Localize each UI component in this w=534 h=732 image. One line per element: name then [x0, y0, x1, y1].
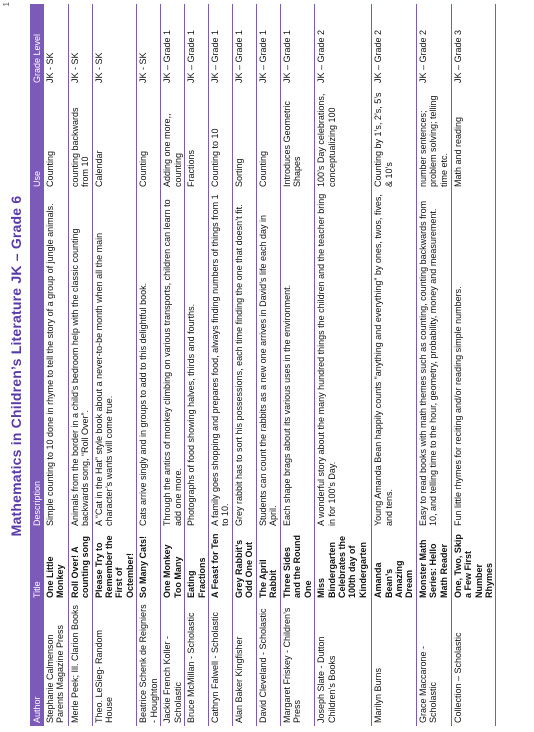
table-row [68, 4, 92, 726]
cell-title: One Little Monkey [44, 529, 68, 601]
cell-description: Through the antics of monkey climbing on various transports, children can learn to add one more. [161, 190, 185, 529]
cell-use: Adding one more,, counting [161, 86, 185, 190]
table-header-row [30, 4, 44, 726]
cell-author: Beatrice Schenk de Reigniers - Houghton [137, 601, 161, 726]
cell-title: A Feast for Ten [208, 529, 232, 601]
cell-author: Jackie French Koller - Scholastic [161, 601, 185, 726]
cell-title: Please Try to Remember the First of Octember! [92, 529, 137, 601]
cell-author: Cathryn Falwell - Scholastic [208, 601, 232, 726]
cell-description: Fun little rhymes for reciting and/or reading simple numbers. [451, 190, 496, 529]
cell-title: Eating Fractions [185, 529, 209, 601]
table-row [161, 4, 185, 726]
cell-grade: JK – Grade 2 [372, 4, 417, 86]
cell-use: Counting to 10 [208, 86, 232, 190]
cell-author: Theo. LeSieg- Random House [92, 601, 137, 726]
table-row [208, 4, 232, 726]
cell-use: Calendar [92, 86, 137, 190]
page-number: 1 [2, 2, 11, 7]
cell-title: Three Sides and the Round One [280, 529, 314, 601]
cell-title: Roll Over! A counting song [68, 529, 92, 601]
cell-use: Counting [44, 86, 68, 190]
cell-use: 100’s Day celebrations, conceptualizing 100 [315, 86, 372, 190]
cell-use: Introduces Geometric Shapes [280, 86, 314, 190]
table-row [232, 4, 256, 726]
header-use: Use [30, 86, 44, 190]
cell-author: Merle Peek; Ill. Clarion Books [68, 601, 92, 726]
table-row [315, 4, 372, 726]
header-description: Description [30, 190, 44, 529]
table-row [185, 4, 209, 726]
cell-description: Young Amanda Bean happily counts “anything and everything” by ones, twos, fives, and tens. [372, 190, 417, 529]
cell-title: Miss Bindergarten Celebrates the 100th day of Kindergarten [315, 529, 372, 601]
header-title: Title [30, 529, 44, 601]
cell-author: David Cleveland - Scholastic [256, 601, 280, 726]
cell-description: Students can count the rabbits as a new one arrives in David’s life each day in April. [256, 190, 280, 529]
cell-description: Simple counting to 10 done in rhyme to tell the story of a group of jungle animals. [44, 190, 68, 529]
cell-description: A “Cat in the Hat” style book about a never-to-be month when all the main character’s wants will come true. [92, 190, 137, 529]
cell-description: Animals from the border in a child’s bedroom help with the classic counting backwards song, “Roll Over”. [68, 190, 92, 529]
cell-grade: JK - SK [44, 4, 68, 86]
cell-description: Photographs of food showing halves, thirds and fourths. [185, 190, 209, 529]
cell-grade: JK – Grade 1 [232, 4, 256, 86]
cell-title: Amanda Bean’s Amazing Dream [372, 529, 417, 601]
cell-grade: JK – Grade 3 [451, 4, 496, 86]
table-row [416, 4, 451, 726]
cell-grade: JK – Grade 1 [161, 4, 185, 86]
table-row [137, 4, 161, 726]
cell-description: A wonderful story about the many hundred things the children and the teacher bring in for 100’s Day. [315, 190, 372, 529]
cell-author: Alan Baker Kingfisher [232, 601, 256, 726]
cell-author: Joseph Slate - Dutton Children’s Books [315, 601, 372, 726]
header-author: Author [30, 601, 44, 726]
cell-use: Fractions [185, 86, 209, 190]
cell-description: Each shape brags about its various uses in the environment. [280, 190, 314, 529]
cell-description: Grey rabbit has to sort his possessions, each time finding the one that doesn’t fit. [232, 190, 256, 529]
table-row [372, 4, 417, 726]
table-body [44, 4, 496, 726]
cell-grade: JK – Grade 2 [315, 4, 372, 86]
books-table [30, 4, 496, 726]
cell-grade: JK – Grade 1 [208, 4, 232, 86]
page-title: Mathematics in Children’s Literature JK – Grade 6 [8, 195, 24, 537]
cell-description: Easy to read books with math themes such as counting, counting backwards from 10, and telling time to the hour, geometry, probability, money and measurement. [416, 190, 451, 529]
cell-author: Stephanie Calmenson Parents Magazine Press [44, 601, 68, 726]
cell-grade: JK – Grade 1 [185, 4, 209, 86]
cell-grade: JK - SK [68, 4, 92, 86]
cell-author: Collection – Scholastic [451, 601, 496, 726]
cell-use: number sentences; problem solving; telling time etc. [416, 86, 451, 190]
table-row [280, 4, 314, 726]
table-row [451, 4, 496, 726]
cell-grade: JK - SK [137, 4, 161, 86]
table-row [44, 4, 68, 726]
cell-grade: JK – Grade 1 [256, 4, 280, 86]
cell-author: Bruce McMillan - Scholastic [185, 601, 209, 726]
cell-author: Marilyn Burns [372, 601, 417, 726]
header-grade-level: Grade Level [30, 4, 44, 86]
cell-use: Math and reading [451, 86, 496, 190]
cell-use: counting backwards from 10 [68, 86, 92, 190]
cell-grade: JK - SK [92, 4, 137, 86]
cell-author: Grace Maccarone - Scholastic [416, 601, 451, 726]
cell-title: One Monkey Too Many [161, 529, 185, 601]
cell-title: One, Two, Skip a Few First Number Rhymes [451, 529, 496, 601]
cell-title: The April Rabbit [256, 529, 280, 601]
cell-use: Counting by 1’s, 2’s, 5’s & 10’s [372, 86, 417, 190]
cell-grade: JK – Grade 2 [416, 4, 451, 86]
cell-grade: JK – Grade 1 [280, 4, 314, 86]
cell-description: A family goes shopping and prepares food, always finding numbers of things from 1 to 10. [208, 190, 232, 529]
cell-title: Monster Math Series: Hello Math Reader [416, 529, 451, 601]
cell-author: Margaret Friskey - Children’s Press [280, 601, 314, 726]
cell-use: Sorting [232, 86, 256, 190]
cell-description: Cats arrive singly and in groups to add to this delightful book. [137, 190, 161, 529]
cell-use: Counting [256, 86, 280, 190]
table-row [256, 4, 280, 726]
table-row [92, 4, 137, 726]
cell-title: Grey Rabbit’s Odd One Out [232, 529, 256, 601]
cell-use: Counting [137, 86, 161, 190]
cell-title: So Many Cats! [137, 529, 161, 601]
